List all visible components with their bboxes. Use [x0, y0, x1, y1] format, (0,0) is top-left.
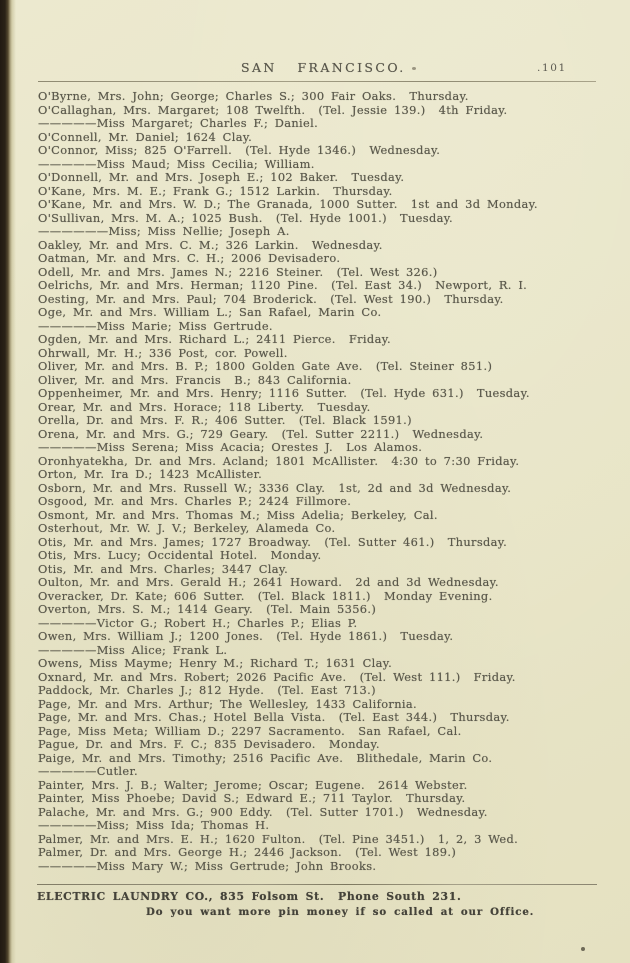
directory-entry: Page, Mr. and Mrs. Arthur; The Wellesley, 1433 California. [38, 696, 418, 711]
directory-entry: Osgood, Mr. and Mrs. Charles P.; 2424 Fillmore. [38, 494, 352, 508]
directory-entry: Odell, Mr. and Mrs. James N.; 2216 Steiner. (Tel. West 326.) [38, 264, 438, 279]
directory-entry: Osterhout, Mr. W. J. V.; Berkeley, Alameda Co. [38, 521, 336, 535]
directory-entry: —————Cutler. [38, 764, 138, 778]
directory-entry: Page, Miss Meta; William D.; 2297 Sacramento. San Rafael, Cal. [38, 723, 462, 738]
directory-entry: Oronhyatekha, Dr. and Mrs. Acland; 1801 McAllister. 4:30 to 7:30 Friday. [38, 453, 520, 468]
directory-entry: O'Callaghan, Mrs. Margaret; 108 Twelfth. (Tel. Jessie 139.) 4th Friday. [38, 102, 508, 117]
directory-entry: Owens, Miss Mayme; Henry M.; Richard T.; 1631 Clay. [38, 656, 393, 670]
directory-entry: O'Connell, Mr. Daniel; 1624 Clay. [38, 129, 253, 144]
directory-entry: Otis, Mr. and Mrs. James; 1727 Broadway. (Tel. Sutter 461.) Thursday. [38, 534, 508, 549]
directory-entry: O'Kane, Mrs. M. E.; Frank G.; 1512 Larkin. Thursday. [38, 183, 393, 198]
directory-entry: Overacker, Dr. Kate; 606 Sutter. (Tel. Black 1811.) Monday Evening. [38, 588, 493, 603]
directory-entry: Oliver, Mr. and Mrs. B. P.; 1800 Golden Gate Ave. (Tel. Steiner 851.) [38, 359, 493, 373]
directory-entry: Ogden, Mr. and Mrs. Richard L.; 2411 Pierce. Friday. [38, 332, 391, 346]
directory-entry: O'Donnell, Mr. and Mrs. Joseph E.; 102 Baker. Tuesday. [38, 170, 405, 184]
book-binding-edge [0, 0, 16, 963]
directory-entry: Overton, Mrs. S. M.; 1414 Geary. (Tel. Main 5356.) [38, 602, 377, 616]
directory-entry: Orton, Mr. Ira D.; 1423 McAllister. [38, 467, 263, 481]
directory-entry: Palmer, Dr. and Mrs. George H.; 2446 Jackson. (Tel. West 189.) [38, 845, 457, 859]
directory-entry: —————Miss Margaret; Charles F.; Daniel. [38, 116, 319, 130]
directory-entry: —————Miss Marie; Miss Gertrude. [38, 318, 273, 333]
ink-speck [581, 947, 585, 951]
directory-entry: Oesting, Mr. and Mrs. Paul; 704 Broderick. (Tel. West 190.) Thursday. [38, 291, 504, 306]
directory-entry: —————Miss Mary W.; Miss Gertrude; John Brooks. [38, 858, 377, 873]
directory-entry: —————Miss; Miss Ida; Thomas H. [38, 818, 270, 832]
directory-entry: Oge, Mr. and Mrs. William L.; San Rafael, Marin Co. [38, 305, 382, 319]
directory-entry: Paddock, Mr. Charles J.; 812 Hyde. (Tel. East 713.) [38, 683, 376, 697]
directory-entry: Otis, Mr. and Mrs. Charles; 3447 Clay. [38, 561, 289, 576]
directory-entry: Painter, Mrs. J. B.; Walter; Jerome; Oscar; Eugene. 2614 Webster. [38, 777, 468, 792]
header-rule [38, 81, 596, 82]
directory-entry: Owen, Mrs. William J.; 1200 Jones. (Tel. Hyde 1861.) Tuesday. [38, 629, 454, 643]
page-number: .101 [537, 62, 567, 74]
directory-entry: —————Miss Alice; Frank L. [38, 642, 228, 657]
directory-entry: O'Sullivan, Mrs. M. A.; 1025 Bush. (Tel. Hyde 1001.) Tuesday. [38, 210, 453, 225]
advertisement-line2: Do you want more pin money if so called at our Office. [146, 906, 535, 918]
directory-entry: Orear, Mr. and Mrs. Horace; 118 Liberty. Tuesday. [38, 399, 371, 414]
directory-entry: Orena, Mr. and Mrs. G.; 729 Geary. (Tel. Sutter 2211.) Wednesday. [38, 426, 484, 441]
directory-entry: —————Miss Serena; Miss Acacia; Orestes J. Los Alamos. [38, 440, 423, 454]
directory-entry: Osmont, Mr. and Mrs. Thomas M.; Miss Adelia; Berkeley, Cal. [38, 507, 438, 522]
directory-entry: —————Miss Maud; Miss Cecilia; William. [38, 156, 315, 171]
footer-rule [37, 884, 597, 885]
ink-speck [412, 67, 416, 70]
directory-entry: Pague, Dr. and Mrs. F. C.; 835 Devisadero. Monday. [38, 737, 380, 751]
directory-entry: Osborn, Mr. and Mrs. Russell W.; 3336 Clay. 1st, 2d and 3d Wednesday. [38, 480, 512, 495]
directory-entry: O'Connor, Miss; 825 O'Farrell. (Tel. Hyde 1346.) Wednesday. [38, 143, 441, 157]
directory-entry: Palmer, Mr. and Mrs. E. H.; 1620 Fulton. (Tel. Pine 3451.) 1, 2, 3 Wed. [38, 831, 519, 846]
directory-entry: Ohrwall, Mr. H.; 336 Post, cor. Powell. [38, 345, 288, 360]
directory-entry: —————Victor G.; Robert H.; Charles P.; Elias P. [38, 615, 358, 630]
directory-list [38, 90, 613, 873]
directory-entry: Oatman, Mr. and Mrs. C. H.; 2006 Devisadero. [38, 251, 341, 265]
directory-entry: Orella, Dr. and Mrs. F. R.; 406 Sutter. (Tel. Black 1591.) [38, 413, 412, 427]
directory-entry: Page, Mr. and Mrs. Chas.; Hotel Bella Vista. (Tel. East 344.) Thursday. [38, 710, 510, 724]
page-header-title: SAN FRANCISCO. [241, 60, 406, 75]
directory-entry: Oliver, Mr. and Mrs. Francis B.; 843 California. [38, 372, 352, 387]
directory-entry: Oulton, Mr. and Mrs. Gerald H.; 2641 Howard. 2d and 3d Wednesday. [38, 575, 499, 589]
directory-entry: Oelrichs, Mr. and Mrs. Herman; 1120 Pine. (Tel. East 34.) Newport, R. I. [38, 278, 528, 292]
directory-entry: Oxnard, Mr. and Mrs. Robert; 2026 Pacific Ave. (Tel. West 111.) Friday. [38, 669, 516, 684]
directory-entry: Palache, Mr. and Mrs. G.; 900 Eddy. (Tel. Sutter 1701.) Wednesday. [38, 804, 488, 819]
directory-entry: Otis, Mrs. Lucy; Occidental Hotel. Monday. [38, 548, 322, 562]
directory-entry: ——————Miss; Miss Nellie; Joseph A. [38, 224, 290, 238]
directory-entry: Painter, Miss Phoebe; David S.; Edward E.; 711 Taylor. Thursday. [38, 791, 466, 805]
directory-entry: O'Byrne, Mrs. John; George; Charles S.; 300 Fair Oaks. Thursday. [38, 89, 469, 103]
directory-entry: Paige, Mr. and Mrs. Timothy; 2516 Pacific Ave. Blithedale, Marin Co. [38, 750, 493, 765]
directory-entry: Oppenheimer, Mr. and Mrs. Henry; 1116 Sutter. (Tel. Hyde 631.) Tuesday. [38, 386, 530, 400]
directory-entry: O'Kane, Mr. and Mrs. W. D.; The Granada, 1000 Sutter. 1st and 3d Monday. [38, 197, 538, 211]
advertisement-line1: ELECTRIC LAUNDRY CO., 835 Folsom St. Phone South 231. [37, 890, 462, 903]
directory-entry: Oakley, Mr. and Mrs. C. M.; 326 Larkin. Wednesday. [38, 237, 383, 252]
